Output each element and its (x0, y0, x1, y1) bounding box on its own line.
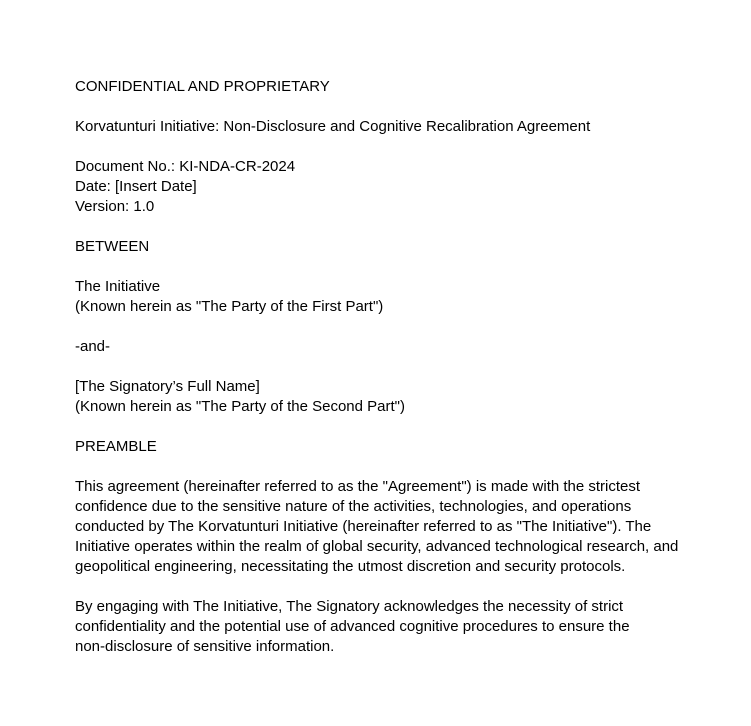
preamble-heading: PREAMBLE (75, 438, 157, 455)
paragraph-line: Initiative operates within the realm of global security, advanced technological research, and (75, 538, 679, 555)
document-body (75, 77, 695, 657)
paragraph-line: By engaging with The Initiative, The Signatory acknowledges the necessity of strict (75, 598, 624, 615)
paragraph-line: This agreement (hereinafter referred to as the "Agreement") is made with the strictest (75, 478, 641, 495)
paragraph-line: non-disclosure of sensitive information. (75, 638, 335, 655)
first-party (75, 277, 695, 317)
document-version: Version: 1.0 (75, 198, 155, 215)
paragraph-line: conducted by The Korvatunturi Initiative (hereinafter referred to as "The Initiative"). The (75, 518, 652, 535)
document-meta (75, 157, 695, 217)
document-date: Date: [Insert Date] (75, 178, 197, 195)
spacer (75, 137, 695, 157)
spacer (75, 317, 695, 337)
paragraph-line: geopolitical engineering, necessitating the utmost discretion and security protocols. (75, 558, 626, 575)
spacer (75, 457, 695, 477)
confidential-label: CONFIDENTIAL AND PROPRIETARY (75, 78, 330, 95)
spacer (75, 417, 695, 437)
preamble-paragraph-1 (75, 477, 695, 577)
spacer (75, 97, 695, 117)
second-party-name: [The Signatory’s Full Name] (75, 378, 260, 395)
spacer (75, 577, 695, 597)
paragraph-line: confidentiality and the potential use of advanced cognitive procedures to ensure the (75, 618, 630, 635)
first-party-role: (Known herein as "The Party of the First Part") (75, 298, 384, 315)
spacer (75, 357, 695, 377)
spacer (75, 257, 695, 277)
spacer (75, 217, 695, 237)
and-separator: -and- (75, 338, 111, 355)
between-heading: BETWEEN (75, 238, 150, 255)
second-party (75, 377, 695, 417)
second-party-role: (Known herein as "The Party of the Second Part") (75, 398, 405, 415)
paragraph-line: confidence due to the sensitive nature of the activities, technologies, and operations (75, 498, 632, 515)
document-title: Korvatunturi Initiative: Non-Disclosure and Cognitive Recalibration Agreement (75, 118, 591, 135)
preamble-paragraph-2 (75, 597, 695, 657)
document-number: Document No.: KI-NDA-CR-2024 (75, 158, 296, 175)
first-party-name: The Initiative (75, 278, 161, 295)
